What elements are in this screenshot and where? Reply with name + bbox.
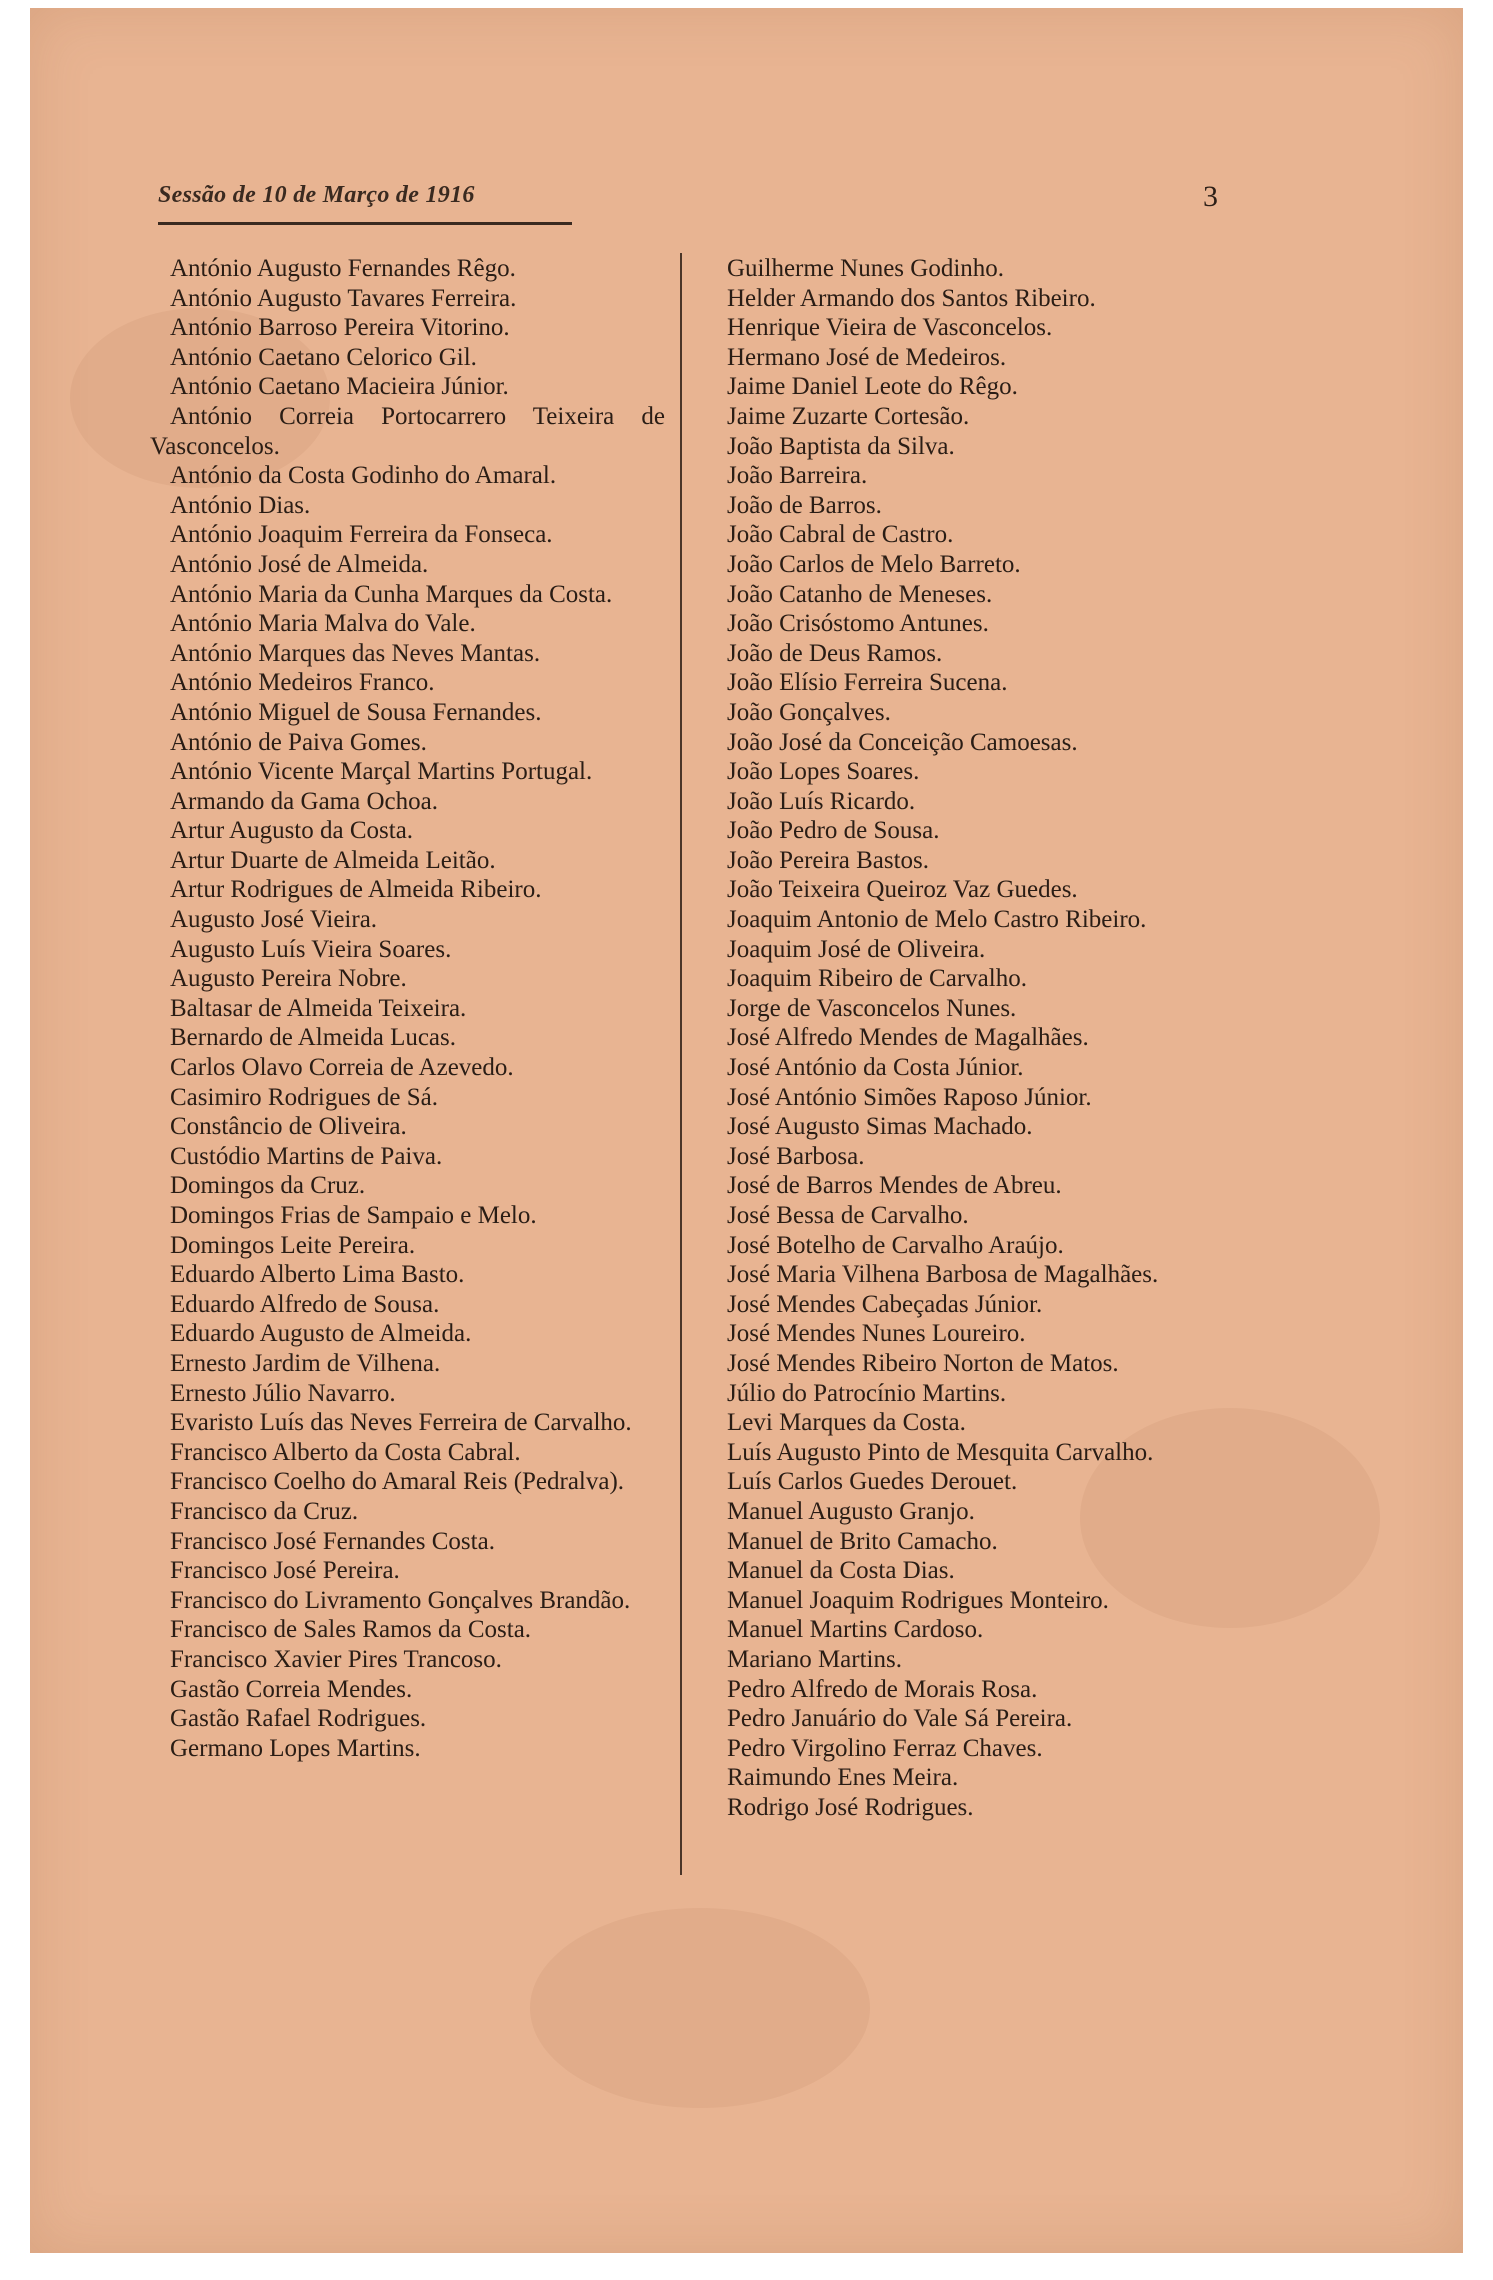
- name-entry: José Maria Vilhena Barbosa de Magalhães.: [727, 1261, 1159, 1289]
- name-entry: Gastão Correia Mendes.: [170, 1675, 413, 1703]
- left-column: [150, 254, 665, 1763]
- name-entry: Guilherme Nunes Godinho.: [727, 255, 1005, 282]
- name-entry: Francisco Coelho do Amaral Reis (Pedralva).: [170, 1468, 625, 1496]
- name-entry: José António Simões Raposo Júnior.: [727, 1083, 1092, 1111]
- column-divider: [680, 253, 682, 1875]
- name-entry: Jorge de Vasconcelos Nunes.: [727, 994, 1017, 1022]
- name-entry: António Caetano Celorico Gil.: [170, 343, 477, 371]
- name-entry: Eduardo Alfredo de Sousa.: [170, 1290, 440, 1318]
- name-entry: Custódio Martins de Paiva.: [170, 1142, 443, 1170]
- name-entry: Mariano Martins.: [727, 1645, 902, 1673]
- name-entry: João de Barros.: [727, 491, 882, 519]
- name-entry: Pedro Januário do Vale Sá Pereira.: [727, 1705, 1073, 1733]
- name-entry: Joaquim Antonio de Melo Castro Ribeiro.: [727, 906, 1147, 934]
- name-entry: João Carlos de Melo Barreto.: [727, 550, 1021, 578]
- name-entry: Joaquim Ribeiro de Carvalho.: [727, 965, 1027, 993]
- name-entry: Constâncio de Oliveira.: [170, 1113, 407, 1141]
- name-entry: António Augusto Fernandes Rêgo.: [170, 255, 516, 282]
- name-entry: Ernesto Jardim de Vilhena.: [170, 1349, 441, 1377]
- name-entry: António Marques das Neves Mantas.: [170, 639, 541, 667]
- name-entry: António José de Almeida.: [170, 550, 429, 578]
- name-entry: Hermano José de Medeiros.: [727, 343, 1007, 371]
- name-entry: João Cabral de Castro.: [727, 521, 954, 549]
- name-entry: António Vicente Marçal Martins Portugal.: [170, 758, 593, 786]
- name-entry: Manuel de Brito Camacho.: [727, 1527, 998, 1555]
- name-entry: António Barroso Pereira Vitorino.: [170, 314, 510, 342]
- name-entry: João Crisóstomo Antunes.: [727, 610, 989, 638]
- name-entry: Eduardo Alberto Lima Basto.: [170, 1261, 465, 1289]
- paper-stain: [530, 1908, 870, 2108]
- name-entry: Domingos Leite Pereira.: [170, 1231, 416, 1259]
- name-entry: Artur Augusto da Costa.: [170, 817, 414, 845]
- name-entry: Jaime Daniel Leote do Rêgo.: [727, 373, 1018, 401]
- name-entry: João Catanho de Meneses.: [727, 580, 993, 608]
- name-entry: Francisco de Sales Ramos da Costa.: [170, 1616, 532, 1644]
- name-entry: João Pereira Bastos.: [727, 846, 930, 874]
- name-entry: João Lopes Soares.: [727, 758, 920, 786]
- name-entry: António Joaquim Ferreira da Fonseca.: [170, 521, 553, 549]
- header-rule: [158, 222, 572, 225]
- name-entry: João Gonçalves.: [727, 698, 891, 726]
- name-entry: Helder Armando dos Santos Ribeiro.: [727, 284, 1096, 312]
- name-entry: Francisco José Fernandes Costa.: [170, 1527, 495, 1555]
- name-entry: Raimundo Enes Meira.: [727, 1764, 959, 1792]
- name-entry: José Mendes Ribeiro Norton de Matos.: [727, 1349, 1119, 1377]
- name-entry: João Barreira.: [727, 462, 868, 490]
- name-entry: Rodrigo José Rodrigues.: [727, 1793, 974, 1821]
- name-entry: Francisco do Livramento Gonçalves Brandão.: [170, 1586, 631, 1614]
- name-entry: Ernesto Júlio Navarro.: [170, 1379, 396, 1407]
- name-entry: José Botelho de Carvalho Araújo.: [727, 1231, 1064, 1259]
- name-entry: Francisco Alberto da Costa Cabral.: [170, 1438, 521, 1466]
- name-entry: Pedro Virgolino Ferraz Chaves.: [727, 1734, 1043, 1762]
- name-entry: Manuel Augusto Granjo.: [727, 1497, 975, 1525]
- right-column: [707, 254, 1227, 1822]
- name-entry: Manuel Martins Cardoso.: [727, 1616, 984, 1644]
- name-entry: António da Costa Godinho do Amaral.: [170, 462, 557, 490]
- name-entry: António Maria da Cunha Marques da Costa.: [170, 580, 613, 608]
- name-entry: Eduardo Augusto de Almeida.: [170, 1320, 472, 1348]
- name-entry: António de Paiva Gomes.: [170, 728, 427, 756]
- name-entry: Júlio do Patrocínio Martins.: [727, 1379, 1007, 1407]
- running-title: Sessão de 10 de Março de 1916: [158, 182, 475, 208]
- name-entry: Gastão Rafael Rodrigues.: [170, 1705, 427, 1733]
- name-entry: Casimiro Rodrigues de Sá.: [170, 1083, 439, 1111]
- name-entry: João Teixeira Queiroz Vaz Guedes.: [727, 876, 1078, 904]
- name-entry: Levi Marques da Costa.: [727, 1409, 966, 1437]
- name-entry: António Miguel de Sousa Fernandes.: [170, 698, 542, 726]
- name-entry: José Mendes Cabeçadas Júnior.: [727, 1290, 1043, 1318]
- name-entry: Francisco José Pereira.: [170, 1557, 400, 1585]
- name-entry: Carlos Olavo Correia de Azevedo.: [170, 1054, 514, 1082]
- name-entry: João Luís Ricardo.: [727, 787, 916, 815]
- name-entry: Augusto Pereira Nobre.: [170, 965, 407, 993]
- name-entry: António Correia Portocarrero Teixeira de Vasconcelos.: [150, 402, 665, 460]
- name-entry: Luís Carlos Guedes Derouet.: [727, 1468, 1018, 1496]
- name-entry: Artur Rodrigues de Almeida Ribeiro.: [170, 876, 542, 904]
- name-entry: José António da Costa Júnior.: [727, 1054, 1024, 1082]
- page-header: [158, 182, 1218, 218]
- name-entry: Pedro Alfredo de Morais Rosa.: [727, 1675, 1038, 1703]
- name-entry: Augusto José Vieira.: [170, 906, 378, 934]
- name-entry: José Barbosa.: [727, 1142, 865, 1170]
- name-entry: António Augusto Tavares Ferreira.: [170, 284, 517, 312]
- name-entry: Bernardo de Almeida Lucas.: [170, 1024, 457, 1052]
- name-entry: Augusto Luís Vieira Soares.: [170, 935, 452, 963]
- name-entry: Henrique Vieira de Vasconcelos.: [727, 314, 1053, 342]
- name-entry: Baltasar de Almeida Teixeira.: [170, 994, 467, 1022]
- name-entry: Evaristo Luís das Neves Ferreira de Carvalho.: [170, 1409, 632, 1437]
- name-entry: Armando da Gama Ochoa.: [170, 787, 438, 815]
- name-entry: Artur Duarte de Almeida Leitão.: [170, 846, 496, 874]
- name-entry: José Mendes Nunes Loureiro.: [727, 1320, 1026, 1348]
- name-entry: António Medeiros Franco.: [170, 669, 435, 697]
- name-entry: Germano Lopes Martins.: [170, 1734, 421, 1762]
- name-entry: António Dias.: [170, 491, 311, 519]
- name-entry: João José da Conceição Camoesas.: [727, 728, 1078, 756]
- name-entry: António Caetano Macieira Júnior.: [170, 373, 509, 401]
- name-entry: José Augusto Simas Machado.: [727, 1113, 1033, 1141]
- name-entry: António Maria Malva do Vale.: [170, 610, 476, 638]
- page-number: 3: [1203, 180, 1218, 213]
- name-entry: Francisco da Cruz.: [170, 1497, 359, 1525]
- name-entry: João de Deus Ramos.: [727, 639, 943, 667]
- name-entry: Domingos Frias de Sampaio e Melo.: [170, 1202, 537, 1229]
- name-entry: João Baptista da Silva.: [727, 432, 955, 460]
- name-entry: Francisco Xavier Pires Trancoso.: [170, 1645, 502, 1673]
- name-entry: Jaime Zuzarte Cortesão.: [727, 402, 970, 430]
- name-entry: João Pedro de Sousa.: [727, 817, 940, 845]
- name-entry: Luís Augusto Pinto de Mesquita Carvalho.: [727, 1438, 1154, 1466]
- name-entry: José Alfredo Mendes de Magalhães.: [727, 1024, 1089, 1052]
- name-entry: Manuel da Costa Dias.: [727, 1557, 955, 1585]
- name-entry: José Bessa de Carvalho.: [727, 1202, 969, 1229]
- name-entry: Manuel Joaquim Rodrigues Monteiro.: [727, 1586, 1109, 1614]
- name-entry: José de Barros Mendes de Abreu.: [727, 1172, 1062, 1200]
- name-entry: Domingos da Cruz.: [170, 1172, 366, 1200]
- name-entry: João Elísio Ferreira Sucena.: [727, 669, 1008, 697]
- name-entry: Joaquim José de Oliveira.: [727, 935, 986, 963]
